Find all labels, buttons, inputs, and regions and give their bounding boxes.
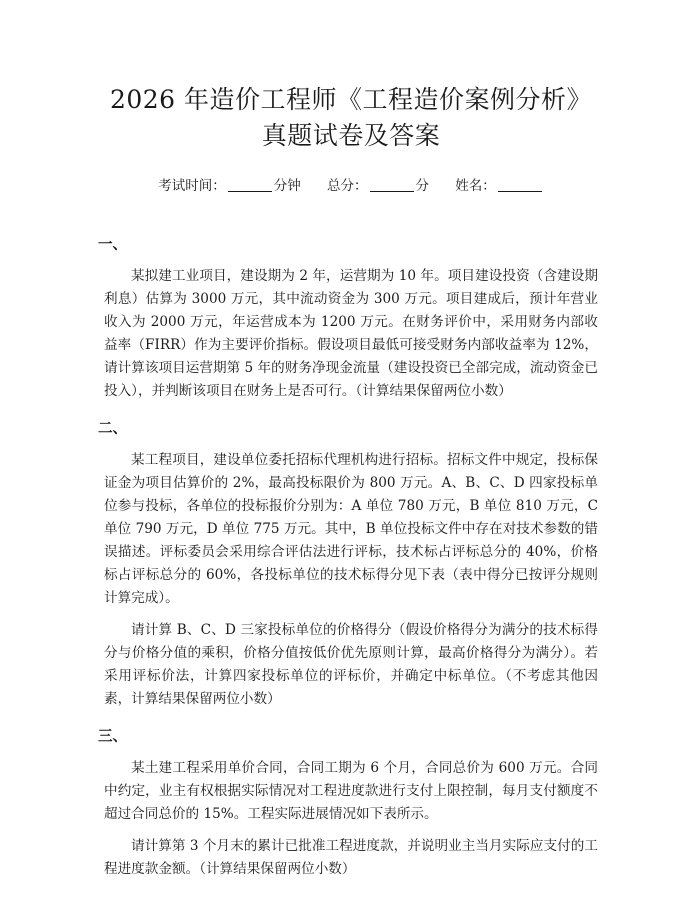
document-title: 2026 年造价工程师《工程造价案例分析》真题试卷及答案: [109, 85, 593, 150]
total-score-label: 总分：: [327, 178, 368, 194]
question-paragraph: 某土建工程采用单价合同，合同工期为 6 个月，合同总价为 600 万元。合同中约定，业主有权根据实际情况对工程进度款进行支付上限控制，每月支付额度不超过合同总价的 15%。工程实际进展情况如下表所示。: [104, 760, 598, 822]
name-label: 姓名：: [455, 178, 496, 194]
total-score-field: [327, 174, 429, 194]
question-section-1: [98, 235, 598, 403]
question-section-3: [98, 727, 598, 881]
exam-time-label: 考试时间：: [158, 178, 226, 194]
question-paragraph: 请计算 B、C、D 三家投标单位的价格得分（假设价格得分为满分的技术标得分与价格分值的乘积，价格分值按低价优先原则计算，最高价格得分为满分）。若采用评标价法，计算四家投标单位的评标价，并确定中标单位。（不考虑其他因素，计算结果保留两位小数）: [104, 622, 598, 707]
name-field: [455, 174, 544, 194]
question-paragraph: 请计算第 3 个月末的累计已批准工程进度款，并说明业主当月实际应支付的工程进度款金额。（计算结果保留两位小数）: [104, 838, 598, 877]
question-section-2: [98, 419, 598, 711]
question-paragraph: 某工程项目，建设单位委托招标代理机构进行招标。招标文件中规定，投标保证金为项目估算价的 2%，最高投标限价为 800 万元。A、B、C、D 四家投标单位参与投标，各单位的投标报价分别为：A 单位 780 万元，B 单位 810 万元，C 单位 790 万元，D 单位 775 万元。其中，B 单位投标文件中存在对技术参数的错误描述。评标委员会采用综合评估法进行评标，技术标占评标总分的 40%，价格标占评标总分的 60%，各投标单位的技术标得分见下表（表中得分已按评分规则计算完成）。: [104, 452, 598, 606]
section-heading: 三、: [98, 728, 127, 745]
section-heading: 一、: [98, 236, 127, 253]
exam-info-line: [104, 174, 598, 194]
question-paragraph: 某拟建工业项目，建设期为 2 年，运营期为 10 年。项目建设投资（含建设期利息）估算为 3000 万元，其中流动资金为 300 万元。项目建成后，预计年营业收入为 2000 万元，年运营成本为 1200 万元。在财务评价中，采用财务内部收益率（FIRR）作为主要评价指标。假设项目最低可接受财务内部收益率为 12%，请计算该项目运营期第 5 年的财务净现金流量（建设投资已全部完成，流动资金已投入），并判断该项目在财务上是否可行。（计算结果保留两位小数）: [104, 268, 598, 399]
total-score-blank: [370, 177, 414, 192]
name-blank: [498, 177, 542, 192]
total-score-unit: 分: [415, 178, 429, 194]
exam-time-field: [158, 174, 301, 194]
exam-time-blank: [228, 177, 272, 192]
exam-time-unit: 分钟: [273, 178, 301, 194]
section-heading: 二、: [98, 420, 127, 437]
